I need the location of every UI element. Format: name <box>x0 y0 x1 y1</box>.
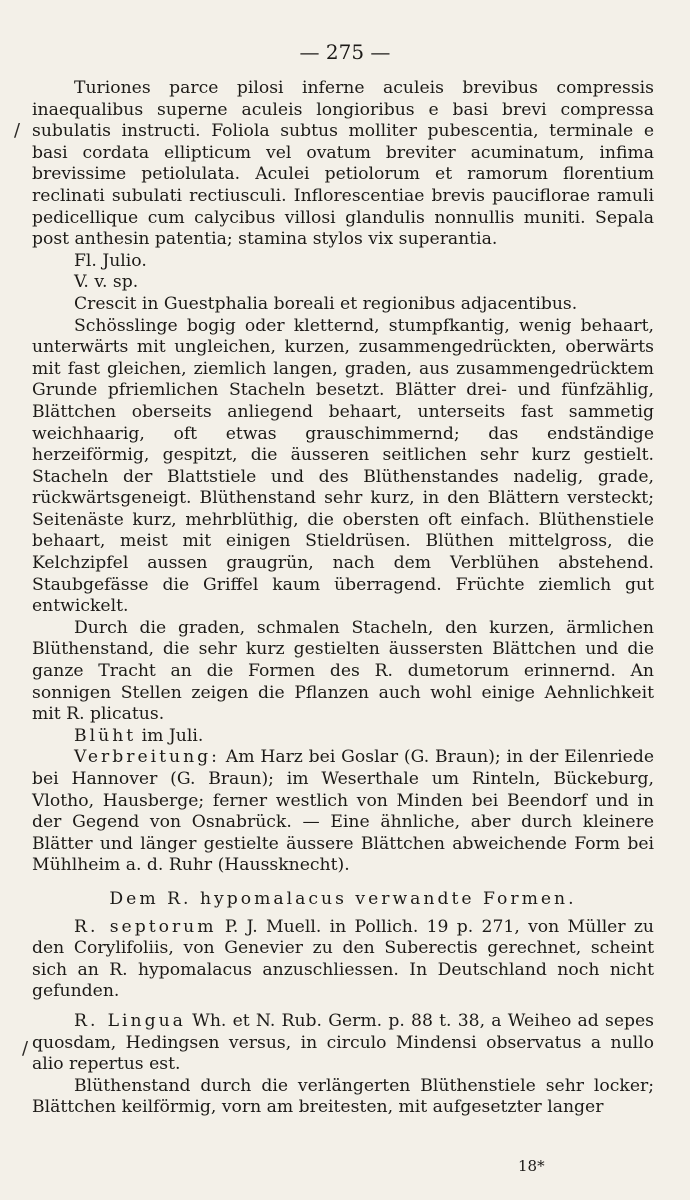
signature-mark: 18* <box>518 1157 545 1175</box>
species-text: P. J. Muell. in Pollich. 19 p. 271, von Müller zu den Corylifoliis, von Genevier zu den Suberectis gerechnet, scheint sich an R. hypomalacus anzuschliessen. In Deutschland noch nicht gefunden. <box>32 916 654 1002</box>
comparison-paragraph: Durch die graden, schmalen Stacheln, den kurzen, ärmlichen Blüthenstand, die sehr kurz gestielten äussersten Blättchen und die ganze Tracht an die Formen des R. dumetorum erinnernd. An sonnigen Stellen zeigen die Pflanzen auch wohl einige Aehnlichkeit mit R. plicatus. <box>32 617 654 725</box>
margin-mark: / <box>22 1038 29 1059</box>
species-lingua <box>32 1011 654 1076</box>
latin-diagnosis: Turiones parce pilosi inferne aculeis brevibus compressis inaequalibus superne aculeis longioribus e basi brevi compressa subulatis instructi. Foliola subtus molliter pubescentia, terminale e basi cordata ellipticum vel ovatum breviter acuminatum, infima brevissime petiolulata. Aculei petiolorum et ramorum florentium reclinati subulati rectiusculi. Inflorescentiae brevis pauciflorae ramuli pedicellique cum calycibus villosi glandulis nonnullis muniti. Sepala post anthesin patentia; stamina stylos vix superantia. <box>32 78 654 250</box>
species-septorum <box>32 917 654 1003</box>
distribution-paragraph <box>32 747 654 877</box>
species-name: R. Lingua <box>74 1010 186 1031</box>
species-text: Wh. et N. Rub. Germ. p. 88 t. 38, a Weiheo ad sepes quosdam, Hedingsen versus, in circulo Mindensi observatus a nullo alio repertus est. <box>32 1010 654 1075</box>
seen-note: V. v. sp. <box>74 272 139 293</box>
flowering-text: im Juli. <box>141 725 204 746</box>
flowering-note: Fl. Julio. <box>74 250 147 271</box>
page-number: — 275 — <box>299 40 391 64</box>
flowering-time <box>32 726 654 748</box>
page-body <box>32 78 654 1119</box>
inflorescence-paragraph: Blüthenstand durch die verlängerten Blüthenstiele sehr locker; Blättchen keilförmig, vorn am breitesten, mit aufgesetzter langer <box>32 1075 654 1118</box>
german-description: Schösslinge bogig oder kletternd, stumpfkantig, wenig behaart, unterwärts mit ungleichen, kurzen, zusammengedrückten, oberwärts mit fast gleichen, ziemlich langen, graden, aus zusammengedrücktem Grunde pfriemlichen Stacheln besetzt. Blätter drei- und fünfzählig, Blättchen oberseits anliegend behaart, unterseits fast sammetig weichhaarig, oft etwas grauschimmernd; das endständige herzeiförmig, gespitzt, die äusseren seitlichen sehr kurz gestielt. Stacheln der Blattstiele und des Blüthenstandes nadelig, grade, rückwärtsgeneigt. Blüthenstand sehr kurz, in den Blättern versteckt; Seitenäste kurz, mehrblüthig, die obersten oft einfach. Blüthenstiele behaart, meist mit einigen Stieldrüsen. Blüthen mittelgross, die Kelchzipfel aussen graugrün, nach dem Verblühen abstehend. Staubgefässe die Griffel kaum überragend. Früchte ziemlich gut entwickelt. <box>32 315 654 617</box>
distribution-latin: Crescit in Guestphalia boreali et regionibus adjacentibus. <box>74 293 578 314</box>
distribution-text: Am Harz bei Goslar (G. Braun); in der Eilenriede bei Hannover (G. Braun); im Weserthale um Rinteln, Bückeburg, Vlotho, Hausberge; ferner westlich von Minden bei Beendorf und in der Gegend von Osnabrück. — Eine ähnliche, aber durch kleinere Blätter und länger gestielte äussere Blättchen abweichende Form bei Mühlheim a. d. Ruhr (Haussknecht). <box>32 747 655 876</box>
margin-mark: / <box>14 120 21 141</box>
distribution-label: Verbreitung: <box>74 747 220 768</box>
section-heading: Dem R. hypomalacus verwandte Formen. <box>109 888 577 909</box>
species-name: R. septorum <box>74 916 217 937</box>
flowering-label: Blüht <box>74 725 137 746</box>
